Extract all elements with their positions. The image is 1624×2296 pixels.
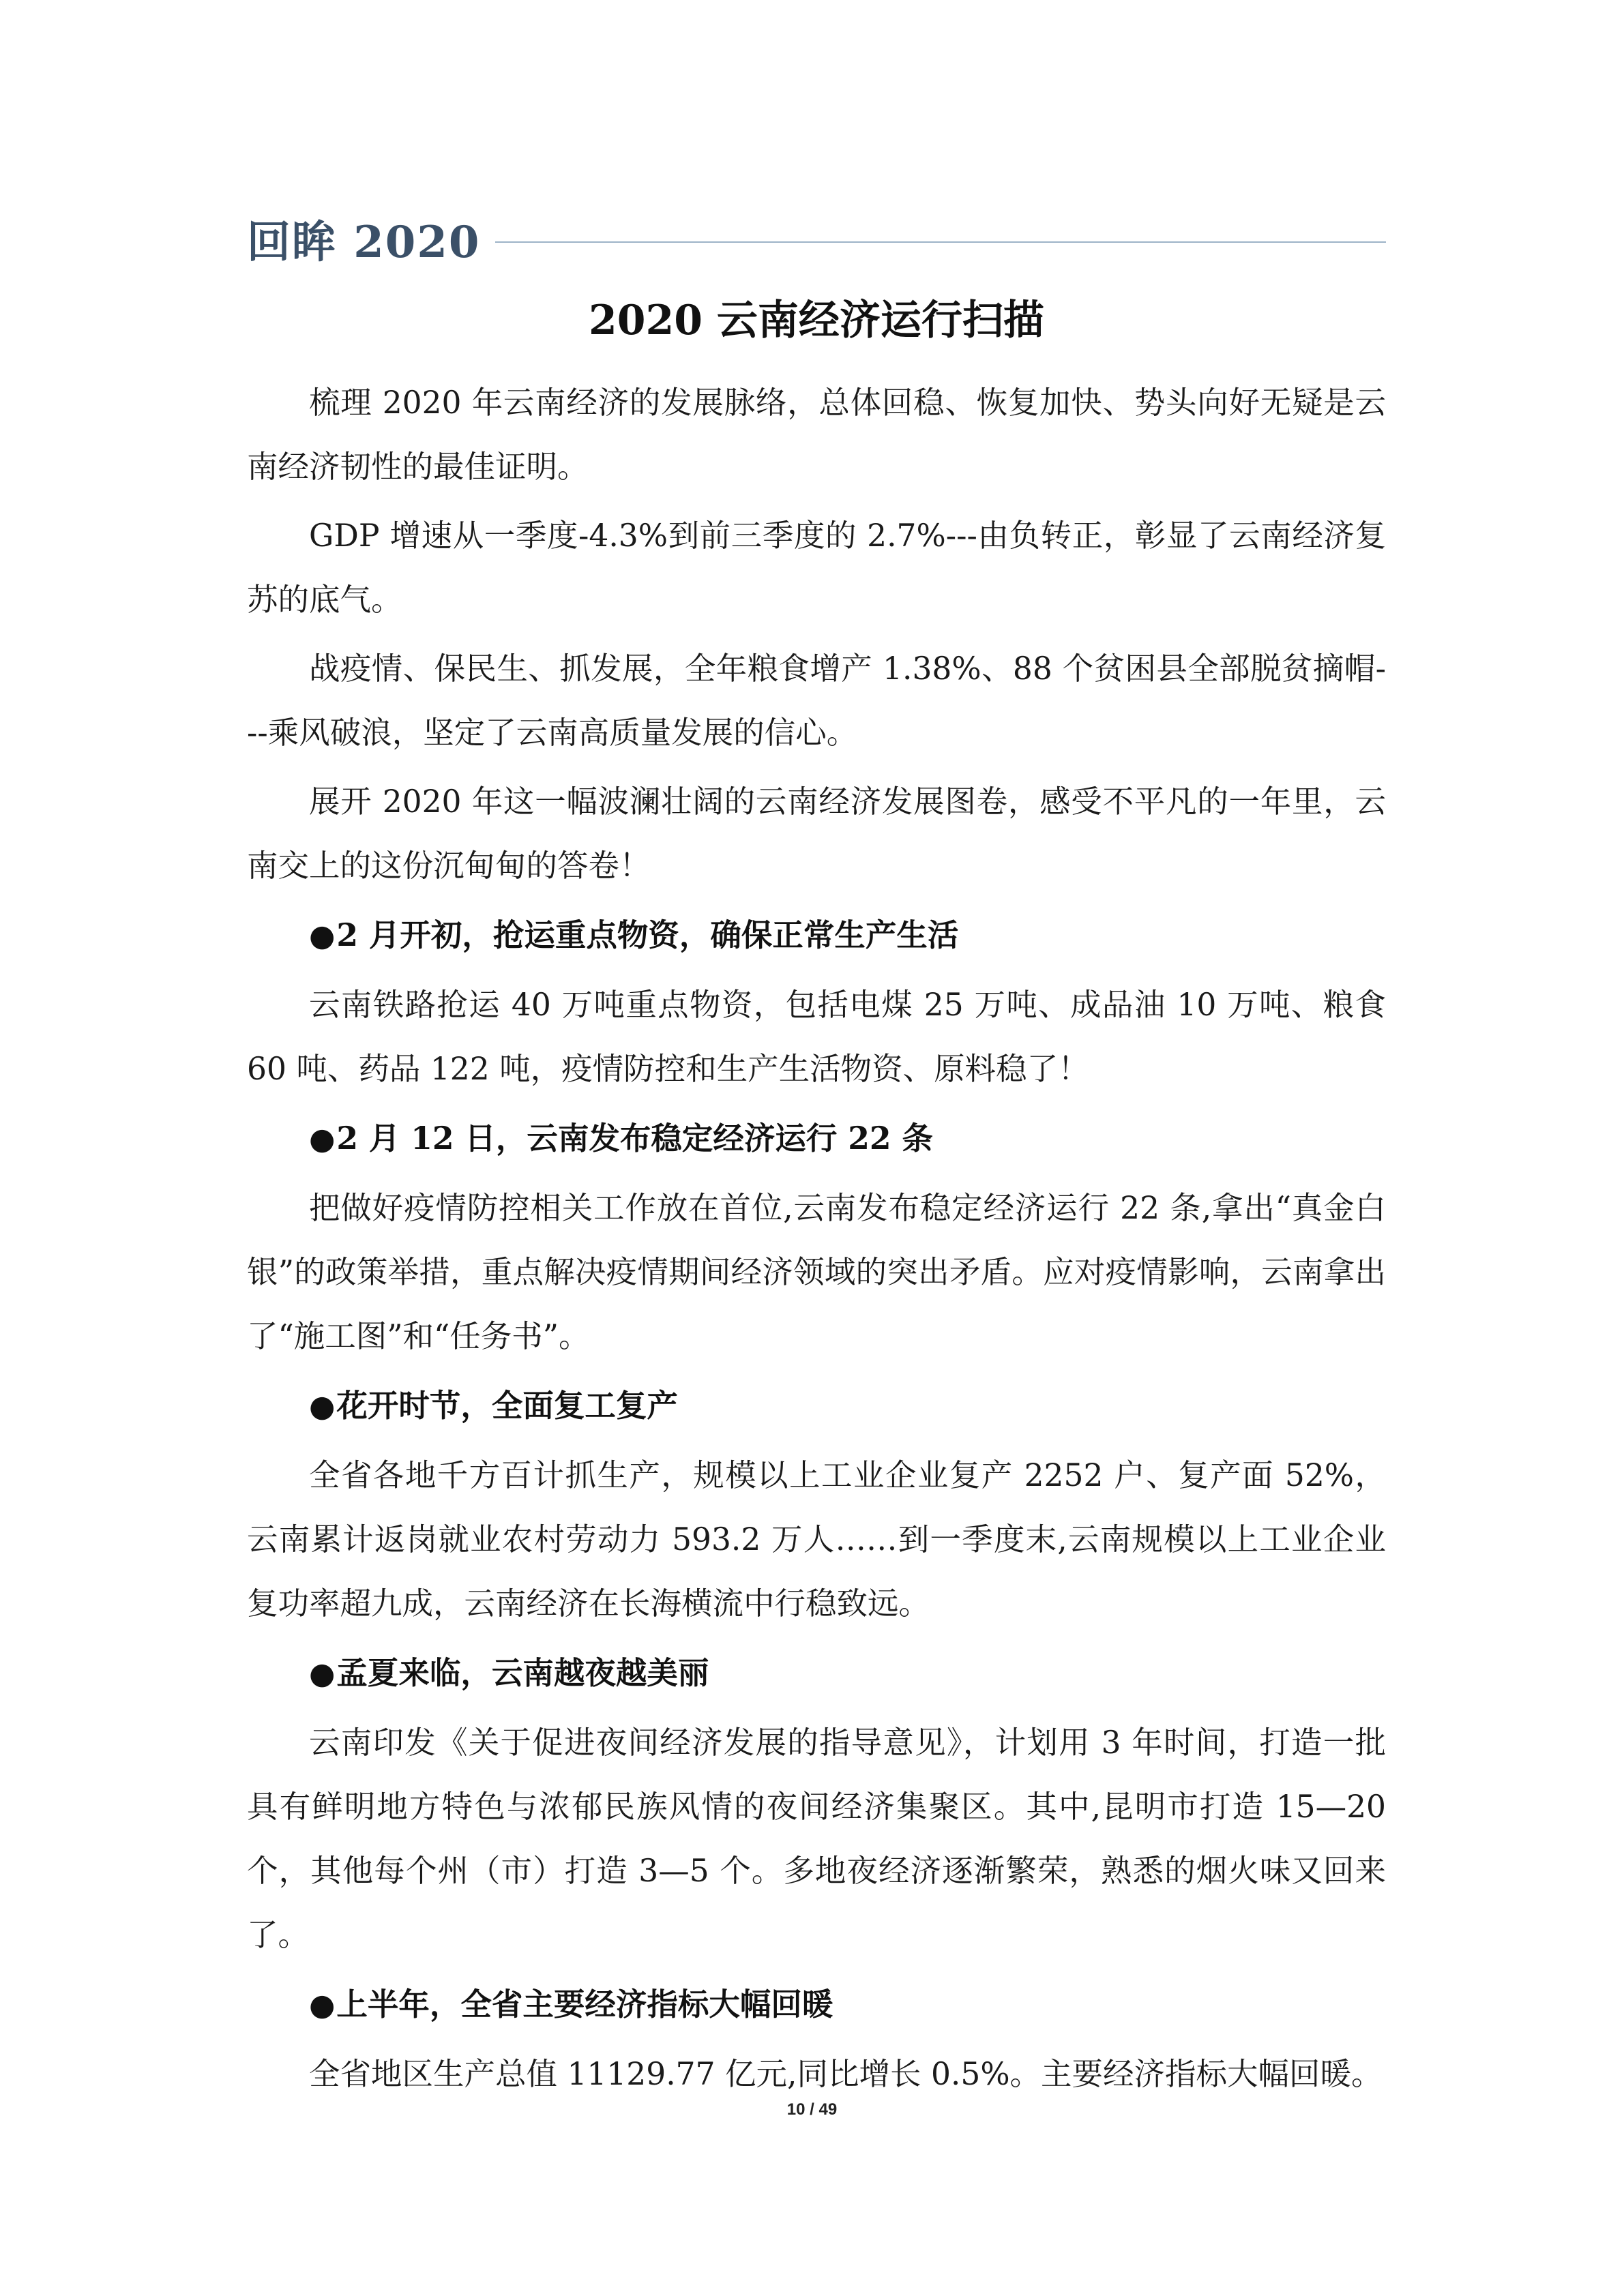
section-header — [247, 205, 1386, 273]
bullet-icon: ● — [309, 919, 336, 953]
section-heading-text: 2 月 12 日，云南发布稳定经济运行 22 条 — [336, 1120, 933, 1157]
section-heading-text: 花开时节，全面复工复产 — [336, 1387, 678, 1424]
section-paragraph-1: 云南铁路抢运 40 万吨重点物资，包括电煤 25 万吨、成品油 10 万吨、粮食 60 吨、药品 122 吨，疫情防控和生产生活物资、原料稳了！ — [247, 987, 1386, 1087]
intro-paragraph-1: 梳理 2020 年云南经济的发展脉络，总体回稳、恢复加快、势头向好无疑是云南经济韧性的最佳证明。 — [247, 385, 1386, 485]
bullet-icon: ● — [309, 1656, 336, 1691]
section-paragraph-2: 把做好疫情防控相关工作放在首位,云南发布稳定经济运行 22 条,拿出“真金白银”的政策举措，重点解决疫情期间经济领域的突出矛盾。应对疫情影响，云南拿出了“施工图”和“任务书”。 — [247, 1190, 1386, 1354]
document-body — [247, 371, 1386, 2111]
document-title: 2020 云南经济运行扫描 — [589, 297, 1044, 344]
intro-paragraph-3: 战疫情、保民生、抓发展，全年粮食增产 1.38%、88 个贫困县全部脱贫摘帽---乘风破浪，坚定了云南高质量发展的信心。 — [247, 651, 1386, 751]
section-divider — [495, 241, 1386, 243]
section-title: 回眸 2020 — [247, 217, 481, 268]
section-paragraph-3: 全省各地千方百计抓生产，规模以上工业企业复产 2252 户、复产面 52%，云南累计返岗就业农村劳动力 593.2 万人……到一季度末,云南规模以上工业企业复功率超九成，云南经济在长海横流中行稳致远。 — [247, 1457, 1386, 1622]
section-heading-2 — [247, 1106, 1386, 1172]
section-heading-4 — [247, 1641, 1386, 1706]
section-heading-1 — [247, 903, 1386, 968]
intro-paragraph-2: GDP 增速从一季度-4.3%到前三季度的 2.7%---由负转正，彰显了云南经济复苏的底气。 — [247, 518, 1386, 618]
section-heading-3 — [247, 1373, 1386, 1439]
section-heading-text: 上半年，全省主要经济指标大幅回暖 — [336, 1986, 833, 2023]
bullet-icon: ● — [309, 1122, 336, 1157]
intro-paragraph-4: 展开 2020 年这一幅波澜壮阔的云南经济发展图卷，感受不平凡的一年里，云南交上的这份沉甸甸的答卷！ — [247, 784, 1386, 884]
section-paragraph-5: 全省地区生产总值 11129.77 亿元,同比增长 0.5%。主要经济指标大幅回暖。 — [309, 2056, 1383, 2092]
section-heading-5 — [247, 1972, 1386, 2038]
page-number: 10 / 49 — [786, 2100, 838, 2119]
section-heading-text: 2 月开初，抢运重点物资，确保正常生产生活 — [336, 916, 959, 953]
bullet-icon: ● — [309, 1988, 336, 2023]
section-paragraph-4: 云南印发《关于促进夜间经济发展的指导意见》，计划用 3 年时间，打造一批具有鲜明地方特色与浓郁民族风情的夜间经济集聚区。其中,昆明市打造 15—20 个，其他每个州（市）打造 3—5 个。多地夜经济逐渐繁荣，熟悉的烟火味又回来了。 — [247, 1725, 1386, 1953]
bullet-icon: ● — [309, 1389, 336, 1424]
section-heading-text: 孟夏来临，云南越夜越美丽 — [336, 1654, 709, 1691]
